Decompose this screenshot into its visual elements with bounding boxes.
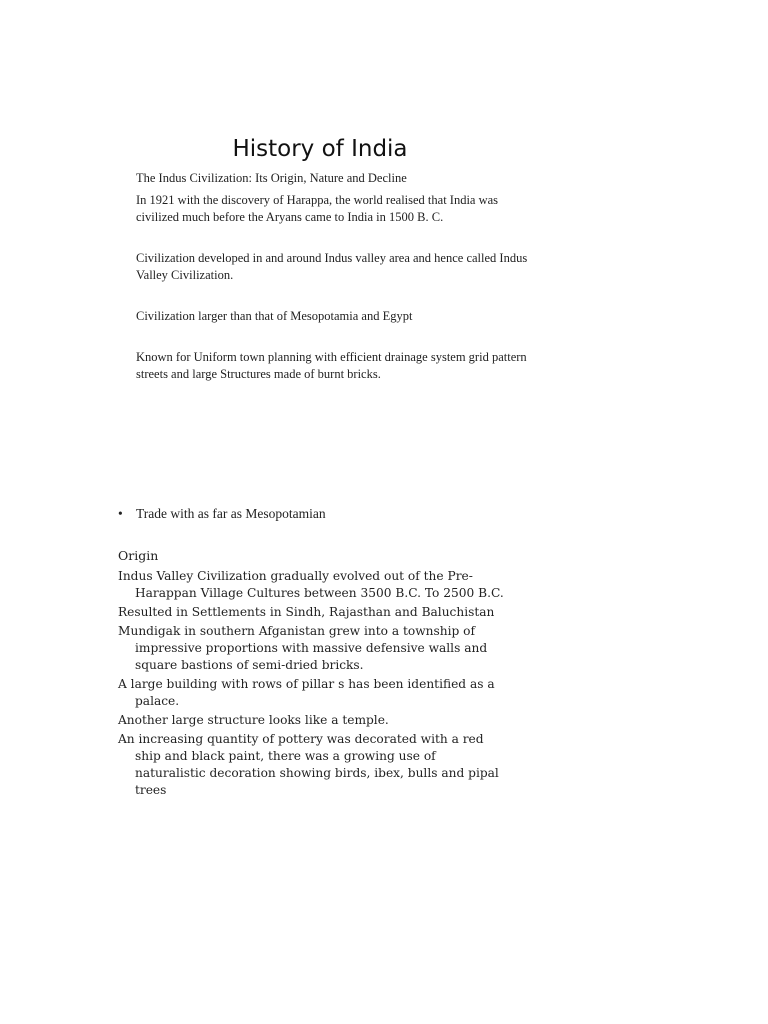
origin-paragraph: An increasing quantity of pottery was decorated with a red ship and black paint, there was a growing use of naturalistic decoration showing birds, ibex, bulls and pipal trees xyxy=(118,732,499,797)
paragraph-town-planning: Known for Uniform town planning with efficient drainage system grid pattern streets and large Structures made of burnt bricks. xyxy=(136,350,527,381)
origin-heading: Origin xyxy=(118,548,159,563)
list-item xyxy=(118,506,538,522)
bullet-list xyxy=(118,506,538,522)
origin-paragraph: Mundigak in southern Afganistan grew into a township of impressive proportions with massive defensive walls and square bastions of semi-dried bricks. xyxy=(118,624,488,672)
paragraph-larger-civilization: Civilization larger than that of Mesopotamia and Egypt xyxy=(136,309,413,323)
bullet-icon: • xyxy=(118,506,123,521)
bullet-text: Trade with as far as Mesopotamian xyxy=(136,506,326,521)
origin-paragraph: A large building with rows of pillar s has been identified as a palace. xyxy=(118,677,495,708)
subtitle: The Indus Civilization: Its Origin, Nature and Decline xyxy=(136,171,407,185)
page-title: History of India xyxy=(232,136,408,162)
origin-section xyxy=(118,547,508,801)
origin-paragraph: Resulted in Settlements in Sindh, Rajasthan and Baluchistan xyxy=(118,605,495,619)
paragraph-harappa-discovery: In 1921 with the discovery of Harappa, the world realised that India was civilized much before the Aryans came to India in 1500 B. C. xyxy=(136,193,499,224)
paragraph-indus-valley: Civilization developed in and around Indus valley area and hence called Indus Valley Civilization. xyxy=(136,251,528,282)
origin-paragraph: Another large structure looks like a temple. xyxy=(118,713,389,727)
origin-paragraph: Indus Valley Civilization gradually evolved out of the Pre-Harappan Village Cultures between 3500 B.C. To 2500 B.C. xyxy=(118,569,504,600)
slide-text-block xyxy=(136,170,536,407)
